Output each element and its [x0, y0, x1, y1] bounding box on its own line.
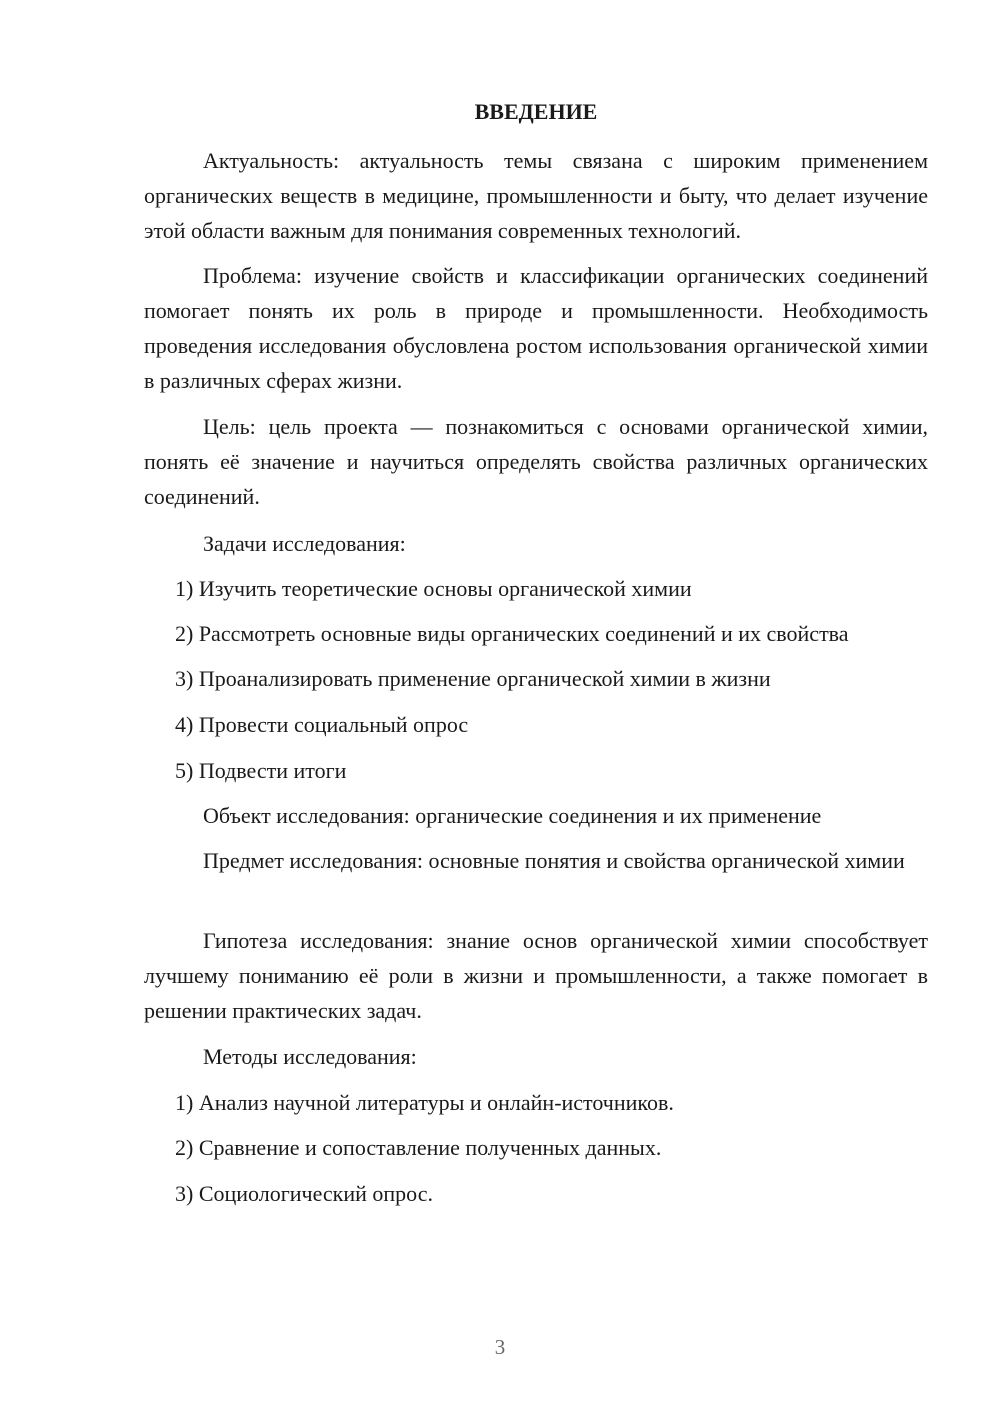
task-item-2: 2) Рассмотреть основные виды органических соединений и их свойства [175, 621, 849, 646]
object-line: Объект исследования: органические соединения и их применение [203, 803, 822, 828]
section-title: ВВЕДЕНИЕ [474, 99, 598, 124]
method-item-3: 3) Социологический опрос. [175, 1181, 433, 1206]
goal-paragraph: Цель: цель проекта — познакомиться с основами органической химии, понять её значение и научиться определять свойства различных органических соединений. [144, 414, 928, 509]
problem-paragraph: Проблема: изучение свойств и классификации органических соединений помогает понять их роль в природе и промышленности. Необходимость проведения исследования обусловлена ростом использования органической химии в различных сферах жизни. [144, 263, 928, 393]
document-page [144, 0, 928, 1414]
task-item-1: 1) Изучить теоретические основы органической химии [175, 576, 692, 601]
tasks-heading: Задачи исследования: [203, 531, 406, 556]
method-item-2: 2) Сравнение и сопоставление полученных данных. [175, 1135, 662, 1160]
method-item-1: 1) Анализ научной литературы и онлайн-источников. [175, 1090, 674, 1115]
methods-heading: Методы исследования: [203, 1044, 417, 1069]
task-item-3: 3) Проанализировать применение органической химии в жизни [175, 666, 771, 691]
relevance-paragraph: Актуальность: актуальность темы связана с широким применением органических веществ в медицине, промышленности и быту, что делает изучение этой области важным для понимания современных технологий. [144, 148, 928, 243]
hypothesis-paragraph: Гипотеза исследования: знание основ органической химии способствует лучшему пониманию её роли в жизни и промышленности, а также помогает в решении практических задач. [144, 928, 928, 1023]
task-item-5: 5) Подвести итоги [175, 758, 347, 783]
page-number: 3 [494, 1335, 506, 1359]
subject-paragraph: Предмет исследования: основные понятия и свойства органической химии [203, 848, 905, 873]
task-item-4: 4) Провести социальный опрос [175, 712, 469, 737]
